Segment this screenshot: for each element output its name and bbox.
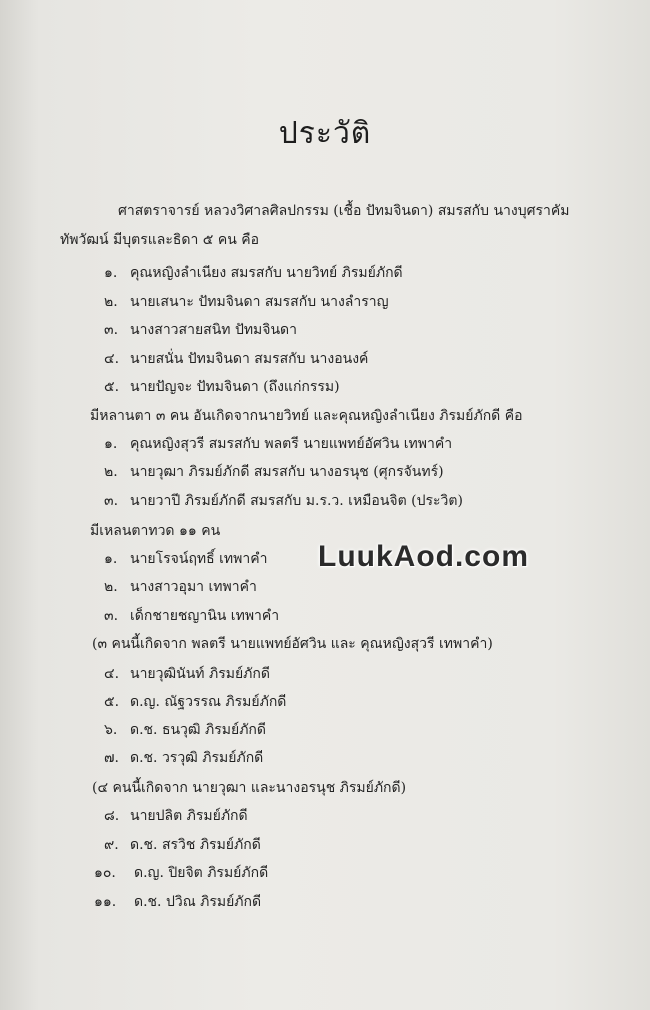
great-grandchild-item [104,549,267,569]
list-text: ด.ช. สรวิช ภิรมย์ภักดี [130,837,261,853]
grandchild-item [104,462,444,482]
list-number: ๒. [104,294,118,310]
list-number: ๘. [104,808,120,824]
list-number: ๑๐. [94,865,116,881]
list-number: ๗. [104,750,119,766]
list-number: ๑. [104,265,118,281]
child-item [104,263,403,283]
intro-line-1: ศาสตราจารย์ หลวงวิศาลศิลปกรรม (เชื้อ ปัทมจินดา) สมรสกับ นางบุศราคัม [118,203,570,219]
list-number: ๒. [104,579,118,595]
list-number: ๓. [104,608,119,624]
list-number: ๖. [104,722,118,738]
list-number: ๑๑. [94,894,117,910]
page-title: ประวัติ [278,116,372,151]
list-text: ด.ช. ปวิณ ภิรมย์ภักดี [134,894,262,910]
list-text: นายปลิต ภิรมย์ภักดี [130,808,248,824]
list-text: ด.ญ. ณัฐวรรณ ภิรมย์ภักดี [130,694,287,710]
list-text: นางสาวอุมา เทพาคำ [130,579,257,595]
list-text: นายวุฒินันท์ ภิรมย์ภักดี [130,666,270,682]
list-number: ๕. [104,379,120,395]
list-number: ๓. [104,322,119,338]
list-number: ๑. [104,436,118,452]
list-text: นายเสนาะ ปัทมจินดา สมรสกับ นางลำราญ [130,294,389,310]
list-text: เด็กชายชญานิน เทพาคำ [130,608,280,624]
list-text: นางสาวสายสนิท ปัทมจินดา [130,322,298,338]
child-item [104,320,297,340]
list-text: นายปัญจะ ปัทมจินดา (ถึงแก่กรรม) [130,379,340,395]
list-number: ๑. [104,551,118,567]
list-text: นายสนั่น ปัทมจินดา สมรสกับ นางอนงค์ [130,351,369,367]
child-item [104,377,340,397]
list-text: นายโรจน์ฤทธิ์ เทพาคำ [130,551,268,567]
list-number: ๙. [104,837,119,853]
list-text: ด.ช. วรวุฒิ ภิรมย์ภักดี [130,750,264,766]
note-line: (๔ คนนี้เกิดจาก นายวุฒา และนางอรนุช ภิรมย์ภักดี) [92,780,407,796]
great-grandchild-item [104,748,263,768]
list-number: ๓. [104,493,119,509]
great-grandchild-item [104,577,257,597]
great-grandchild-item [104,835,261,855]
great-grandchild-item [104,806,248,826]
list-text: ด.ญ. ปิยจิต ภิรมย์ภักดี [134,865,269,881]
child-item [104,292,389,312]
list-number: ๕. [104,694,120,710]
list-number: ๒. [104,464,118,480]
great-grandchildren-heading: มีเหลนตาทวด ๑๑ คน [90,523,221,539]
grandchild-item [104,491,463,511]
great-grandchild-item [94,892,261,912]
great-grandchild-item [104,692,286,712]
list-text: นายวาปี ภิรมย์ภักดี สมรสกับ ม.ร.ว. เหมือนจิต (ประวิต) [130,493,463,509]
great-grandchild-item [104,664,270,684]
list-text: นายวุฒา ภิรมย์ภักดี สมรสกับ นางอรนุช (ศุกรจันทร์) [130,464,444,480]
list-text: คุณหญิงสุวรี สมรสกับ พลตรี นายแพทย์อัศวิน เทพาคำ [130,436,453,452]
great-grandchild-item [94,863,268,883]
child-item [104,349,368,369]
grandchild-item [104,434,452,454]
intro-line-2: ทัพวัฒน์ มีบุตรและธิดา ๕ คน คือ [60,232,259,248]
great-grandchild-item [104,720,266,740]
list-text: คุณหญิงลำเนียง สมรสกับ นายวิทย์ ภิรมย์ภักดี [130,265,403,281]
grandchildren-heading: มีหลานตา ๓ คน อันเกิดจากนายวิทย์ และคุณหญิงลำเนียง ภิรมย์ภักดี คือ [90,408,523,424]
list-text: ด.ช. ธนวุฒิ ภิรมย์ภักดี [130,722,266,738]
watermark-logo: LuukAod.com [318,540,529,573]
great-grandchild-item [104,606,279,626]
note-line: (๓ คนนี้เกิดจาก พลตรี นายแพทย์อัศวิน และ คุณหญิงสุวรี เทพาคำ) [92,636,493,652]
list-number: ๔. [104,351,120,367]
list-number: ๔. [104,666,120,682]
